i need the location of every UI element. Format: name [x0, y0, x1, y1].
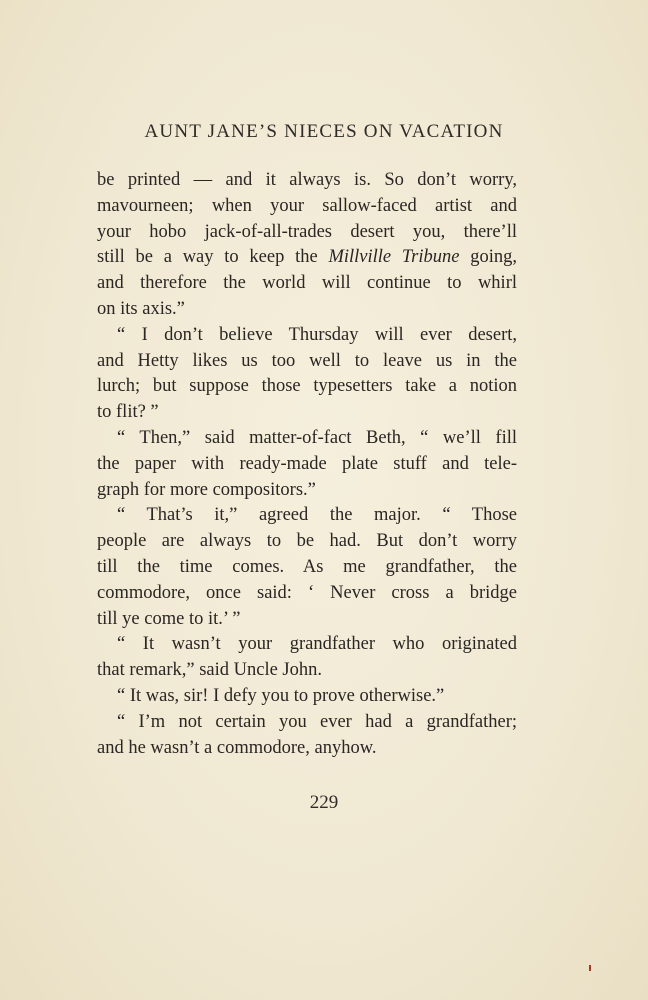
text-line: and therefore the world will continue to whirl [97, 273, 517, 294]
text-line: on its axis.” [97, 298, 185, 319]
text-line: the paper with ready-made plate stuff and tele- [97, 453, 517, 474]
text-line: commodore, once said: ‘ Never cross a bridge [97, 582, 517, 603]
running-head: AUNT JANE’S NIECES ON VACATION [144, 121, 504, 142]
text-line: graph for more compositors.” [97, 479, 316, 500]
text-line: lurch; but suppose those typesetters take a notion [97, 376, 517, 397]
page-number: 229 [309, 792, 339, 813]
italic-title: Millville Tribune [328, 247, 460, 268]
body-text [97, 168, 517, 761]
text-segment: still be a way to keep the [97, 247, 329, 268]
text-line: till the time comes. As me grandfather, the [97, 556, 517, 577]
text-line: your hobo jack-of-all-trades desert you, there’ll [97, 221, 517, 242]
text-segment: going, [459, 247, 517, 268]
text-line: “ It wasn’t your grandfather who originated [117, 634, 517, 655]
text-line: and he wasn’t a commodore, anyhow. [97, 737, 377, 758]
margin-mark [589, 965, 591, 971]
text-line: “ That’s it,” agreed the major. “ Those [117, 505, 517, 526]
text-line: “ Then,” said matter-of-fact Beth, “ we’ll fill [117, 427, 517, 448]
text-line: mavourneen; when your sallow-faced artist and [97, 195, 517, 216]
text-line: that remark,” said Uncle John. [97, 660, 323, 681]
text-line: people are always to be had. But don’t worry [97, 531, 517, 552]
text-line: “ I don’t believe Thursday will ever desert, [117, 324, 517, 345]
text-line: be printed — and it always is. So don’t worry, [97, 170, 517, 190]
text-line: and Hetty likes us too well to leave us in the [97, 350, 517, 371]
text-line: “ It was, sir! I defy you to prove otherwise.” [117, 685, 445, 706]
text-line: till ye come to it.’ ” [97, 608, 241, 629]
text-line: to flit? ” [97, 402, 159, 423]
text-line [97, 245, 517, 271]
text-line: “ I’m not certain you ever had a grandfather; [117, 711, 517, 732]
